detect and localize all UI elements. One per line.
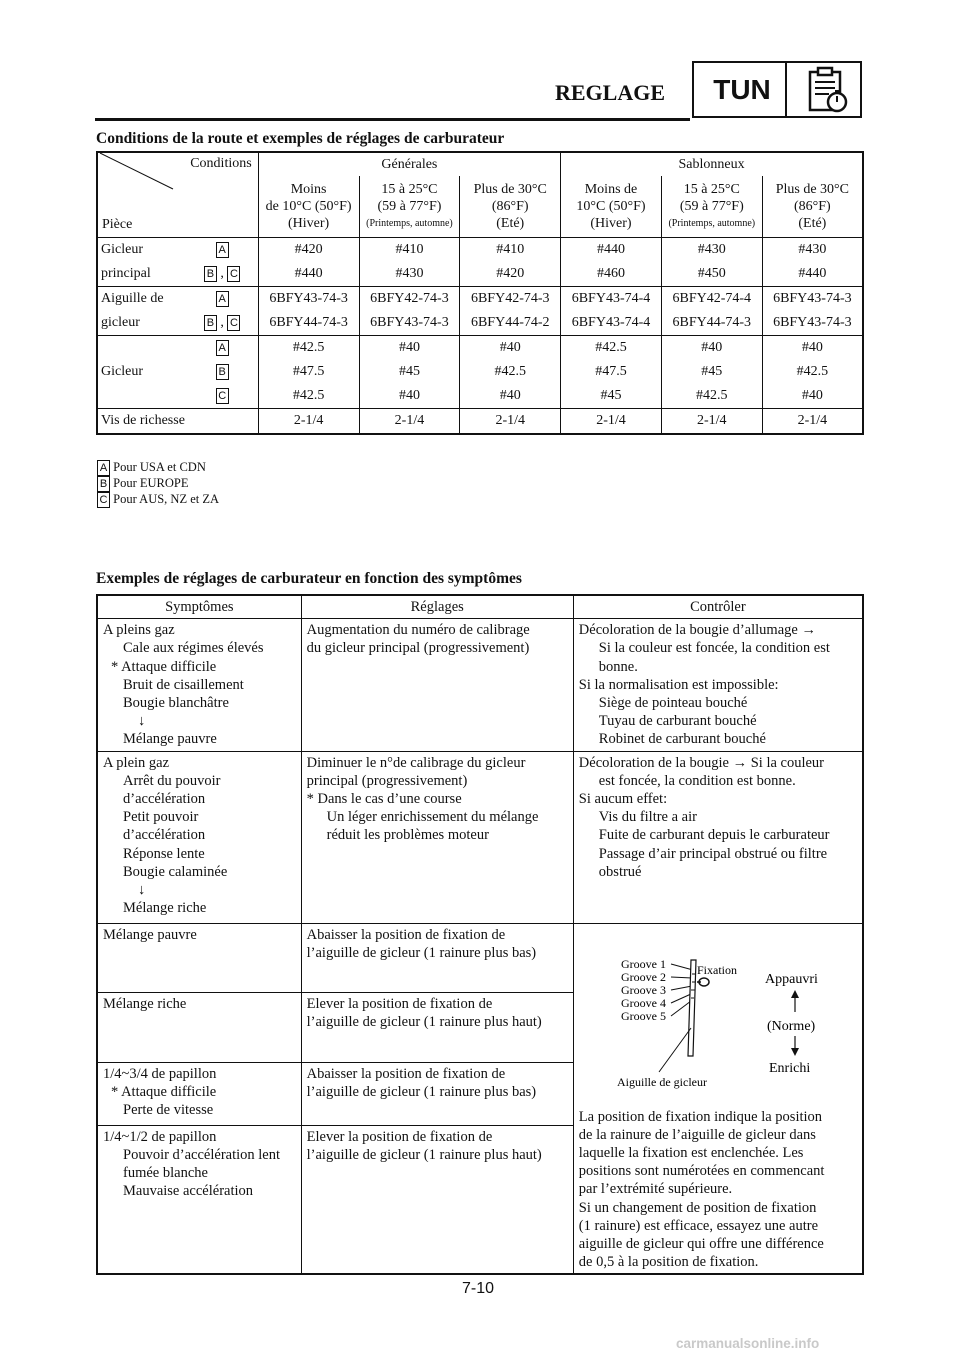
adjustment-cell: Elever la position de fixation de l’aiguille de gicleur (1 rainure plus haut) <box>301 1125 573 1274</box>
table-cell: #410 <box>460 238 561 263</box>
key-c: C <box>187 384 259 409</box>
groove-label: Groove 4 <box>620 995 666 1010</box>
table-cell: 2-1/4 <box>661 409 762 435</box>
table-cell: #42.5 <box>561 336 662 361</box>
section-code: TUN <box>713 74 771 105</box>
groove-label: Groove 3 <box>620 982 666 997</box>
rich-label: Enrichi <box>768 1060 811 1076</box>
col-header-check: Contrôler <box>573 595 863 619</box>
col-header: Plus de 30°C (86°F) (Eté) <box>460 176 561 237</box>
group-header-sandy: Sablonneux <box>561 152 863 176</box>
adjustment-cell: Augmentation du numéro de calibrage du gicleur principal (progressivement) <box>301 619 573 751</box>
check-cell: Décoloration de la bougie → Si la couleur est foncée, la condition est bonne. Si aucum effet: Vis du filtre a air Fuite de carburant depuis le carburateur Passage d’air principal obstrué ou filtre obstrué <box>573 751 863 923</box>
symptom-cell: Mélange riche <box>97 993 301 1062</box>
symptom-cell: Mélange pauvre <box>97 923 301 992</box>
col-header: Moins de 10°C (50°F) (Hiver) <box>258 176 359 237</box>
table-cell: #40 <box>661 336 762 361</box>
groove-label: Groove 2 <box>620 969 666 984</box>
section-title-symptoms: Exemples de réglages de carburateur en fonction des symptômes <box>96 570 522 587</box>
row-label-needle-2: gicleur <box>97 311 187 336</box>
table-cell: #42.5 <box>258 384 359 409</box>
col-header: Moins de 10°C (50°F) (Hiver) <box>561 176 662 237</box>
table-cell: #440 <box>762 262 863 287</box>
table-cell: #45 <box>561 384 662 409</box>
note-a: A Pour USA et CDN <box>97 460 219 476</box>
corner-piece-label: Pièce <box>102 217 133 232</box>
needle-diagram <box>579 944 857 1094</box>
table-cell: #40 <box>762 384 863 409</box>
norm-label: (Norme) <box>766 1018 815 1034</box>
groove-label: Groove 5 <box>620 1008 666 1023</box>
adjustment-cell: Elever la position de fixation de l’aiguille de gicleur (1 rainure plus haut) <box>301 993 573 1062</box>
page-header-title: REGLAGE <box>555 80 666 105</box>
table-cell: #460 <box>561 262 662 287</box>
table-cell: #40 <box>762 336 863 361</box>
table-cell: #42.5 <box>762 360 863 384</box>
table-cell: 6BFY43-74-3 <box>258 287 359 312</box>
fixation-label: Fixation <box>696 962 737 977</box>
page-number: 7-10 <box>462 1280 495 1297</box>
table-cell: 2-1/4 <box>359 409 460 435</box>
explanation-text: La position de fixation indique la position de la rainure de l’aiguille de gicleur dans laquelle la fixation est enclenchée. Les positions sont numérotées en commencant par l’extrémité supérieure. Si un changement de position de fixation (1 rainure) est efficace, essayez une autre aiguille de gicleur qui offre une différence de 0,5 à la position de fixation. <box>578 1108 825 1271</box>
arrow-up-icon <box>791 990 799 998</box>
table-cell: #40 <box>359 384 460 409</box>
symptom-cell: 1/4~1/2 de papillon Pouvoir d’accélération lent fumée blanche Mauvaise accélération <box>97 1125 301 1274</box>
table-cell: 6BFY43-74-3 <box>762 311 863 336</box>
corner-cell <box>97 152 258 238</box>
table-cell: 2-1/4 <box>460 409 561 435</box>
key-a: A <box>187 336 259 361</box>
col-header: Plus de 30°C (86°F) (Eté) <box>762 176 863 237</box>
note-c: C Pour AUS, NZ et ZA <box>97 492 219 508</box>
key-bc: B , C <box>187 262 259 287</box>
table-cell: #410 <box>359 238 460 263</box>
region-notes <box>97 460 219 508</box>
col-header: 15 à 25°C (59 à 77°F) (Printemps, automne) <box>661 176 762 237</box>
table-cell: 2-1/4 <box>561 409 662 435</box>
key-bc: B , C <box>187 311 259 336</box>
table-cell: 6BFY43-74-4 <box>561 287 662 312</box>
road-conditions-table <box>96 151 864 435</box>
row-label-air-screw: Vis de richesse <box>97 409 258 435</box>
arrow-down-icon <box>791 1048 799 1056</box>
groove-label: Groove 1 <box>620 956 666 971</box>
table-cell: #420 <box>460 262 561 287</box>
table-cell: #45 <box>661 360 762 384</box>
col-header-adjustments: Réglages <box>301 595 573 619</box>
section-title-road-conditions: Conditions de la route et exemples de réglages de carburateur <box>96 130 505 147</box>
table-cell: 6BFY44-74-3 <box>661 311 762 336</box>
row-label-main-jet: Gicleur <box>97 238 187 263</box>
table-cell: 6BFY42-74-3 <box>359 287 460 312</box>
adjustment-cell: Abaisser la position de fixation de l’aiguille de gicleur (1 rainure plus bas) <box>301 1062 573 1125</box>
table-cell: #45 <box>359 360 460 384</box>
note-b: B Pour EUROPE <box>97 476 219 492</box>
table-cell: 6BFY44-74-2 <box>460 311 561 336</box>
table-cell: 6BFY44-74-3 <box>258 311 359 336</box>
table-cell: #40 <box>460 336 561 361</box>
table-cell: #47.5 <box>258 360 359 384</box>
key-a: A <box>187 238 259 263</box>
check-cell: Décoloration de la bougie d’allumage → Si la couleur est foncée, la condition est bonne. Si la normalisation est impossible: Siège de pointeau bouché Tuyau de carburant bouché Robinet de carburant bouché <box>573 619 863 751</box>
adjustment-cell: Diminuer le n°de calibrage du gicleur principal (progressivement) * Dans le cas d’une course Un léger enrichissement du mélange réduit les problèmes moteur <box>301 751 573 923</box>
needle-label: Aiguille de gicleur <box>616 1074 707 1089</box>
lean-label: Appauvri <box>764 971 818 987</box>
table-cell: #440 <box>561 238 662 263</box>
table-cell: #430 <box>661 238 762 263</box>
row-label-pilot-jet: Gicleur <box>97 336 187 409</box>
table-cell: #420 <box>258 238 359 263</box>
table-cell: #430 <box>359 262 460 287</box>
symptoms-table <box>96 594 864 1275</box>
needle-position-cell <box>573 923 863 1274</box>
watermark: carmanualsonline.info <box>676 1336 820 1351</box>
table-cell: 6BFY43-74-4 <box>561 311 662 336</box>
symptom-cell: A pleins gaz Cale aux régimes élevés * Attaque difficile Bruit de cisaillement Bougie blanchâtre ↓ Mélange pauvre <box>97 619 301 751</box>
header-rule <box>95 118 690 121</box>
row-label-main-jet-2: principal <box>97 262 187 287</box>
table-cell: 6BFY43-74-3 <box>359 311 460 336</box>
symptom-cell: A plein gaz Arrêt du pouvoir d’accélération Petit pouvoir d’accélération Réponse lente Bougie calaminée ↓ Mélange riche <box>97 751 301 923</box>
group-header-general: Générales <box>258 152 560 176</box>
key-a: A <box>187 287 259 312</box>
col-header: 15 à 25°C (59 à 77°F) (Printemps, automne) <box>359 176 460 237</box>
table-cell: #440 <box>258 262 359 287</box>
key-b: B <box>187 360 259 384</box>
table-cell: 2-1/4 <box>258 409 359 435</box>
table-cell: #42.5 <box>460 360 561 384</box>
adjustment-cell: Abaisser la position de fixation de l’aiguille de gicleur (1 rainure plus bas) <box>301 923 573 992</box>
table-cell: #40 <box>460 384 561 409</box>
table-cell: #47.5 <box>561 360 662 384</box>
row-label-needle: Aiguille de <box>97 287 187 312</box>
col-header-symptoms: Symptômes <box>97 595 301 619</box>
clipboard-stopwatch-icon <box>802 64 852 116</box>
table-cell: 6BFY42-74-3 <box>460 287 561 312</box>
table-cell: 2-1/4 <box>762 409 863 435</box>
table-cell: #430 <box>762 238 863 263</box>
table-cell: #42.5 <box>661 384 762 409</box>
corner-conditions-label: Conditions <box>190 156 252 171</box>
section-badge-divider <box>785 63 787 116</box>
symptom-cell: 1/4~3/4 de papillon * Attaque difficile Perte de vitesse <box>97 1062 301 1125</box>
table-cell: #450 <box>661 262 762 287</box>
table-cell: #40 <box>359 336 460 361</box>
table-cell: #42.5 <box>258 336 359 361</box>
table-cell: 6BFY43-74-3 <box>762 287 863 312</box>
table-cell: 6BFY42-74-4 <box>661 287 762 312</box>
